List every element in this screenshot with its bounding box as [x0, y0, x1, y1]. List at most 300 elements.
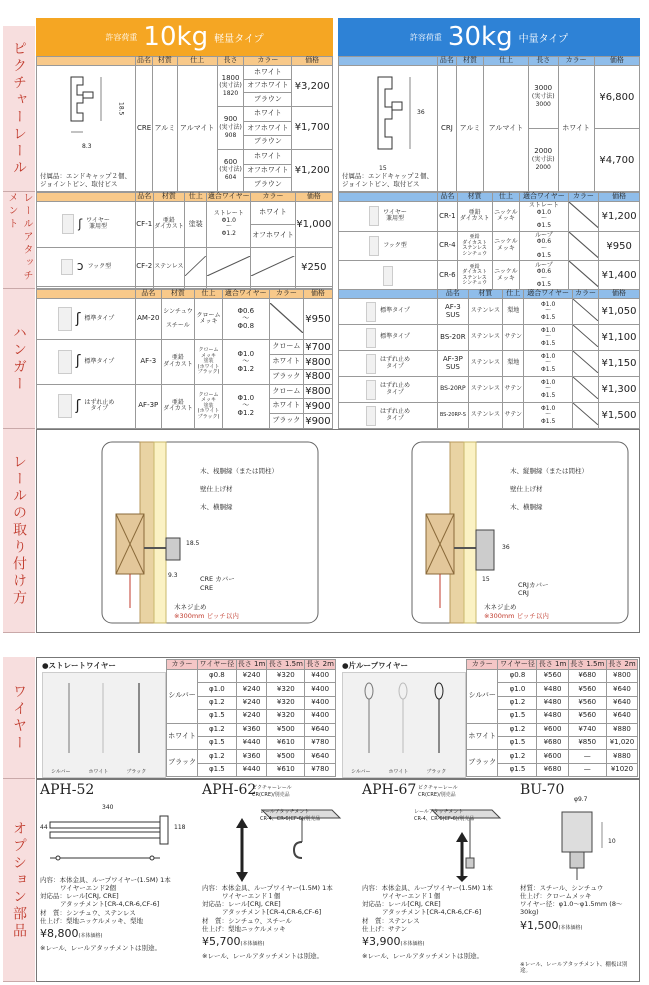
hanger-wire: Φ1.0 〜 Φ1.5	[524, 377, 573, 403]
attach-color-empty	[568, 231, 599, 261]
bu70-drawing	[520, 802, 638, 882]
hanger-material: ステンレス	[468, 377, 502, 403]
option-desc: アタッチメント[CR-4,CR-6,CF-6]	[60, 900, 160, 909]
wire-color: ホワイト	[467, 723, 498, 750]
attach-name: CR-6	[438, 261, 458, 291]
hanger-image	[366, 302, 376, 322]
hanger-label: はずれ止め タイプ	[84, 398, 115, 413]
option-desc: 仕上げ：梨地ニッケルメッキ	[202, 924, 286, 933]
attach-name: CF-1	[136, 202, 154, 248]
table-cell	[339, 377, 438, 403]
rail-light-finish: アルマイト	[177, 66, 217, 192]
table-cell: ¥1020	[606, 763, 637, 776]
rail-color: ホワイト	[244, 149, 292, 164]
attach-wire: ストレート Φ1.0 〜 Φ1.5	[520, 202, 568, 232]
hanger-light-table	[36, 289, 333, 429]
rail-medium-name: CRJ	[438, 66, 457, 192]
wire-img-label: ブラック	[126, 769, 147, 775]
table-header-cell	[339, 57, 438, 66]
table-header-cell: 材質	[456, 57, 483, 66]
hanger-image	[366, 328, 376, 348]
table-cell: φ1.2	[498, 696, 537, 709]
hanger-label: はずれ止め タイプ	[379, 381, 410, 396]
table-header-cell: 長さ 1m	[237, 659, 266, 668]
hook-icon: ɔ	[76, 259, 84, 274]
wire-loop-title: ●片ループワイヤー	[342, 661, 408, 670]
hanger-price: ¥700	[305, 341, 331, 353]
option-price: ¥5,700	[202, 934, 241, 948]
table-header-cell: 仕上	[195, 290, 222, 299]
table-header-cell: 品名	[438, 290, 469, 299]
option-desc: 対応品：レール[CRJ, CRE]	[40, 892, 119, 901]
aph67-label: ピクチャーレール	[418, 785, 458, 791]
cre-rail-profile-icon	[56, 72, 116, 142]
hanger-color: ブラック	[269, 414, 303, 429]
table-header-cell: 適合ワイヤー	[524, 290, 573, 299]
table-cell: φ1.5	[198, 710, 237, 723]
table-header-cell: 材質	[468, 290, 502, 299]
table-cell: ¥480	[537, 683, 568, 696]
table-header-cell: カラー	[244, 57, 292, 66]
mount-light-label: CRE	[200, 584, 214, 592]
table-cell: ¥850	[568, 736, 606, 749]
option-note: ※レール、レールアタッチメントは別途。	[202, 951, 323, 960]
option-note: ※レール、レールアタッチメント、棚板は別途。	[520, 961, 628, 975]
hanger-name: AF-3P SUS	[438, 351, 469, 377]
table-cell	[339, 231, 438, 261]
table-cell: φ1.5	[198, 736, 237, 749]
hanger-finish: 梨地	[503, 351, 524, 377]
am20-image	[58, 307, 72, 331]
attach-material: 亜鉛 ダイカスト	[153, 202, 185, 248]
table-cell: ¥480	[537, 710, 568, 723]
hanger-image	[366, 406, 376, 426]
attach-finish: ニッケル メッキ	[492, 261, 520, 291]
attach-light-table	[36, 192, 333, 289]
option-desc: 仕上げ：梨地ニッケルメッキ、梨地	[40, 916, 143, 925]
rail-length: 2000	[534, 147, 553, 156]
hanger-color-empty	[572, 351, 598, 377]
rail-color: ホワイト	[244, 66, 292, 80]
table-header-cell: 価格	[599, 193, 640, 202]
table-cell: ¥1,020	[606, 736, 637, 749]
option-title: APH-62	[202, 782, 257, 798]
hanger-material: シンチュウ スチール	[161, 299, 195, 340]
table-cell: ¥360	[236, 723, 267, 736]
attach-price: ¥250	[295, 247, 332, 287]
hanger-wire: Φ1.0 〜 Φ1.5	[524, 299, 573, 325]
aph62-label: レールアタッチメント	[260, 809, 310, 815]
hanger-finish: クローム メッキ 塗装 (ホワイト ブラック)	[195, 340, 222, 384]
aph52-dim: 340	[102, 804, 114, 811]
wire-straight-image	[42, 672, 166, 778]
hanger-name: AF-3	[136, 340, 162, 384]
table-cell	[339, 261, 438, 291]
side-label-rail-attachment: レールアタッチメント	[3, 192, 35, 289]
table-header-cell: 仕上	[492, 193, 520, 202]
table-cell: ¥400	[305, 683, 336, 696]
attach-medium-table	[338, 192, 640, 289]
option-aph62	[202, 782, 352, 980]
rail-actual: (実寸法) 1820	[219, 82, 242, 97]
attach-name: CF-2	[136, 247, 154, 287]
table-header-cell	[339, 290, 438, 299]
table-cell	[37, 299, 136, 340]
table-cell: φ1.2	[198, 750, 237, 763]
wire-color: シルバー	[167, 670, 198, 724]
table-cell: ¥800	[606, 670, 637, 683]
table-cell: ¥640	[606, 683, 637, 696]
af3-image	[58, 350, 72, 374]
table-cell	[528, 66, 558, 129]
hanger-price: ¥800	[305, 356, 331, 368]
rail-medium-material: アルミ	[456, 66, 483, 192]
table-header-cell: 価格	[303, 290, 332, 299]
aph67-label: CR-4、CR-6(CF-6)/別売品	[414, 816, 475, 822]
option-note: ※レール、レールアタッチメントは別途。	[40, 943, 161, 952]
mount-medium-label: 木ネジ止め	[484, 603, 517, 611]
table-cell	[528, 129, 558, 192]
bu70-dim: φ9.7	[574, 796, 588, 803]
hanger-price: ¥1,050	[599, 299, 640, 325]
mount-light-label: 木、横胴縁	[200, 503, 233, 511]
table-cell: ¥640	[305, 723, 336, 736]
table-cell	[339, 325, 438, 351]
option-desc: アタッチメント[CR-4,CR-6,CF-6]	[222, 908, 322, 917]
hanger-medium-table	[338, 289, 640, 429]
attach-wire-empty	[207, 247, 251, 287]
side-label-rail-mount: レールの取り付け方	[3, 429, 35, 633]
option-title: APH-67	[362, 782, 417, 798]
table-cell	[217, 66, 244, 107]
option-bu70	[520, 782, 638, 980]
rail-medium-color: ホワイト	[558, 66, 594, 192]
table-cell: ¥780	[305, 763, 336, 776]
option-tax: (本体価格)	[558, 924, 583, 931]
table-cell	[37, 66, 136, 192]
hanger-finish: サテン	[503, 403, 524, 429]
hanger-price: ¥900	[305, 400, 331, 412]
attach-material: 亜鉛 ダイカスト ステンレス シンチュウ	[457, 231, 492, 261]
option-desc: 内容：本体金具、ループワイヤー(1.5M) 1本	[362, 884, 493, 892]
table-header-cell	[37, 290, 136, 299]
hanger-label: はずれ止め タイプ	[379, 355, 410, 370]
wire-color: シルバー	[467, 670, 498, 724]
attach-label: ワイヤー 兼用型	[86, 216, 110, 231]
table-header-cell: 長さ 1.5m	[568, 660, 606, 670]
attach-price: ¥1,200	[599, 202, 640, 232]
hanger-price: ¥1,150	[599, 351, 640, 377]
hanger-label: 標準タイプ	[84, 357, 115, 365]
table-header-cell	[37, 193, 136, 202]
cr4-image	[369, 236, 379, 256]
mount-light-label: CRE カバー	[200, 575, 235, 583]
table-cell: ¥240	[236, 670, 267, 683]
hanger-icon: ʃ	[75, 397, 81, 414]
wire-loop-table	[466, 659, 638, 777]
table-cell: ¥560	[568, 683, 606, 696]
side-label-picture-rail: ピクチャーレール	[3, 26, 35, 192]
hanger-finish: 梨地	[503, 299, 524, 325]
option-title: APH-52	[40, 782, 95, 798]
mount-light-dim: 18.5	[186, 540, 200, 547]
table-header-cell	[37, 57, 136, 66]
hanger-material: ステンレス	[468, 325, 502, 351]
table-cell: ¥600	[537, 750, 568, 763]
hanger-material: 亜鉛 ダイカスト	[161, 384, 195, 428]
hanger-image	[366, 354, 376, 374]
table-cell: —	[568, 750, 606, 763]
header-medium: 許容荷重 30kg 中量タイプ	[338, 18, 640, 56]
attach-material: 亜鉛 ダイカスト ステンレス シンチュウ	[457, 261, 492, 291]
table-cell: ¥680	[568, 670, 606, 683]
cre-dim-h: 18.5	[117, 102, 125, 116]
af3p-image	[58, 394, 72, 418]
hanger-color-empty	[572, 325, 598, 351]
attach-label: ワイヤー 兼用型	[383, 208, 407, 223]
table-header-cell: 品名	[438, 193, 458, 202]
mount-medium-label: 木、横胴縁	[510, 503, 543, 511]
wire-color: ブラック	[167, 750, 198, 777]
table-header-cell: 材質	[161, 290, 195, 299]
option-desc: 材 質：シンチュウ、スチール	[202, 916, 292, 925]
table-header-cell: 材質	[457, 193, 492, 202]
attach-label: フック型	[383, 241, 407, 249]
table-header-cell: 長さ	[217, 57, 244, 66]
hanger-price: ¥1,100	[599, 325, 640, 351]
table-cell: ¥240	[236, 683, 267, 696]
hanger-finish: サテン	[503, 325, 524, 351]
rail-color: ブラウン	[244, 93, 292, 107]
table-cell: ¥480	[537, 696, 568, 709]
rail-actual: (実寸法) 604	[219, 166, 242, 182]
rail-light-table	[36, 56, 333, 192]
table-header-cell: カラー	[568, 193, 599, 202]
hanger-material: ステンレス	[468, 403, 502, 429]
rail-medium-note: 付属品：エンドキャップ２個、ジョイントピン、取付ビス	[342, 171, 433, 188]
wire-loop-image	[342, 672, 466, 778]
rail-actual: (実寸法) 908	[219, 124, 242, 139]
aph67-label: CR(CRE)/別売品	[418, 792, 456, 798]
rail-light-name: CRE	[136, 66, 153, 192]
table-cell: ¥400	[305, 696, 336, 709]
option-price: ¥1,500	[520, 918, 559, 932]
table-cell: φ1.5	[498, 710, 537, 723]
attach-color-empty	[568, 202, 599, 232]
aph52-dim: 118	[174, 824, 186, 831]
table-header-cell: カラー	[269, 290, 303, 299]
attach-color: ホワイト	[251, 202, 295, 225]
hanger-wire: Φ1.0 〜 Φ1.5	[524, 351, 573, 377]
table-cell: ¥440	[236, 763, 267, 776]
rail-color: ブラウン	[244, 178, 292, 192]
table-cell: φ1.5	[198, 763, 237, 776]
table-cell: φ1.2	[498, 750, 537, 763]
attach-finish-empty	[185, 247, 207, 287]
table-cell	[339, 66, 438, 192]
hanger-wire: Φ1.0 〜 Φ1.2	[222, 384, 269, 428]
hanger-material: ステンレス	[468, 351, 502, 377]
table-header-cell: 品名	[136, 290, 162, 299]
table-cell: φ1.2	[198, 723, 237, 736]
hanger-color-empty	[572, 299, 598, 325]
rail-light-note: 付属品：エンドキャップ２個、ジョイントピン、取付ビス	[40, 171, 131, 188]
table-cell	[37, 247, 136, 287]
attach-finish: ニッケル メッキ	[492, 231, 520, 261]
table-cell: ¥680	[537, 763, 568, 776]
table-cell: ¥640	[305, 750, 336, 763]
wire-color: ホワイト	[167, 723, 198, 750]
table-cell	[37, 384, 136, 428]
attach-name: CR-1	[438, 202, 458, 232]
option-note: ※レール、レールアタッチメントは別途。	[362, 951, 483, 960]
hanger-icon: ʃ	[75, 353, 81, 370]
table-header-cell: 長さ 1m	[538, 659, 567, 668]
table-cell: ¥320	[267, 670, 305, 683]
mount-light-label: 木、桟胴縁（または間柱）	[200, 467, 278, 475]
attach-price: ¥1,400	[599, 261, 640, 291]
table-header-cell: 材質	[153, 193, 185, 202]
hanger-material: 亜鉛 ダイカスト	[161, 340, 195, 384]
cf2-image	[61, 259, 73, 275]
table-cell	[217, 107, 244, 149]
hanger-price: ¥1,500	[599, 403, 640, 429]
hanger-color-empty	[572, 403, 598, 429]
table-cell: φ0.8	[498, 670, 537, 683]
table-header-cell: 長さ 2m	[306, 659, 334, 668]
table-cell: φ1.0	[198, 683, 237, 696]
aph52-dim: 44	[40, 824, 48, 831]
aph67-label: レールアタッチメント	[414, 809, 464, 815]
table-cell: ¥600	[537, 723, 568, 736]
table-header-cell: 価格	[292, 57, 333, 66]
rail-actual: (実寸法) 3000	[531, 93, 555, 108]
attach-wire: ループ Φ0.6 〜 Φ1.5	[520, 261, 568, 291]
table-cell: ¥780	[305, 736, 336, 749]
table-cell: ¥320	[267, 710, 305, 723]
wire-img-label: ホワイト	[388, 769, 409, 775]
mount-light-diagram	[100, 440, 320, 625]
table-header-cell: 適合ワイヤー	[207, 192, 250, 201]
attach-material: 亜鉛 ダイカスト	[457, 202, 492, 232]
table-header-cell: 適合ワイヤー	[222, 290, 269, 299]
rail-color: オフホワイト	[244, 164, 292, 178]
hanger-price: ¥1,300	[599, 377, 640, 403]
hanger-price: ¥800	[305, 371, 331, 383]
hanger-color: ホワイト	[269, 399, 303, 414]
attach-color-empty	[568, 261, 599, 291]
table-header-cell: 材質	[153, 57, 177, 66]
hanger-wire: Φ1.0 〜 Φ1.5	[524, 325, 573, 351]
attach-material: ステンレス	[153, 247, 185, 287]
wire-color: ブラック	[467, 750, 498, 777]
attach-color-empty	[251, 247, 295, 287]
table-header-cell: 仕上	[503, 290, 524, 299]
table-header-cell: カラー	[251, 193, 295, 202]
rail-color: オフホワイト	[244, 79, 292, 93]
table-header-cell: 仕上	[177, 57, 217, 66]
option-desc: 内容：本体金具、ループワイヤー(1.5M) 1本	[40, 876, 171, 884]
option-desc: 材質：スチール、シンチュウ	[520, 884, 604, 892]
hanger-label: はずれ止め タイプ	[379, 407, 410, 422]
table-header-cell: 価格	[599, 290, 640, 299]
table-cell	[339, 299, 438, 325]
attach-finish: 塗装	[185, 202, 207, 248]
attach-name: CR-4	[438, 231, 458, 261]
side-label-hanger: ハンガー	[3, 289, 35, 429]
mount-medium-label: 壁仕上げ材	[510, 485, 543, 493]
hanger-finish: クローム メッキ 塗装 (ホワイト ブラック)	[195, 384, 222, 428]
cr6-image	[383, 266, 393, 286]
table-cell: ¥880	[606, 750, 637, 763]
table-header-cell: 適合ワイヤー	[520, 193, 568, 202]
mount-light-label: 木ネジ止め	[174, 603, 207, 611]
table-header-cell: 仕上	[484, 57, 529, 66]
option-tax: (本体価格)	[400, 940, 425, 947]
hanger-price: ¥950	[303, 299, 332, 340]
hanger-finish: クローム メッキ	[195, 299, 222, 340]
option-price: ¥3,900	[362, 934, 401, 948]
table-cell: φ0.8	[198, 670, 237, 683]
mount-light-dim: 9.3	[168, 572, 178, 579]
rail-price: ¥4,700	[594, 129, 639, 192]
rail-length: 1800	[221, 73, 240, 82]
hanger-price: ¥900	[305, 415, 331, 427]
rail-price: ¥6,800	[594, 66, 639, 129]
wire-straight-title: ●ストレートワイヤー	[42, 661, 116, 670]
hanger-wire: Φ1.0 〜 Φ1.5	[524, 403, 573, 429]
table-cell: φ1.5	[498, 736, 537, 749]
table-cell: —	[568, 763, 606, 776]
table-cell	[339, 202, 438, 232]
hanger-material: ステンレス	[468, 299, 502, 325]
option-desc: 対応品：レール[CRJ, CRE]	[362, 900, 441, 909]
wire-img-label: シルバー	[351, 769, 371, 775]
table-cell	[339, 351, 438, 377]
table-cell: ¥610	[267, 736, 305, 749]
table-cell	[339, 403, 438, 429]
option-desc: ワイヤー径：φ1.0〜φ1.5mm (8〜30kg)	[520, 900, 623, 917]
crj-dim-w: 15	[379, 165, 387, 172]
attach-finish: ニッケル メッキ	[492, 202, 520, 232]
rail-price: ¥1,700	[292, 107, 333, 149]
mount-medium-diagram	[410, 440, 630, 625]
table-cell: ¥740	[568, 723, 606, 736]
rail-medium-table	[338, 56, 640, 192]
hanger-name: BS-20R	[438, 325, 469, 351]
hanger-wire: Φ0.6 〜 Φ0.8	[222, 299, 269, 340]
table-cell: ¥560	[537, 670, 568, 683]
hanger-color: クローム	[269, 340, 303, 355]
hanger-label: 標準タイプ	[380, 333, 410, 341]
side-label-wire: ワイヤー	[3, 657, 35, 779]
bu70-dim: 10	[608, 838, 616, 845]
table-cell: ¥640	[606, 710, 637, 723]
option-title: BU-70	[520, 782, 565, 798]
aph52-drawing	[40, 798, 190, 870]
hanger-name: AF-3P	[136, 384, 162, 428]
mount-medium-pitch: ※300mm ピッチ以内	[484, 612, 549, 620]
table-header-cell: 品名	[137, 192, 152, 201]
hanger-color: ブラック	[269, 369, 303, 384]
rail-actual: (実寸法) 2000	[531, 156, 555, 171]
rail-price: ¥3,200	[292, 66, 333, 107]
table-header-cell: 長さ	[528, 57, 558, 66]
option-desc: アタッチメント[CR-4,CR-6,CF-6]	[382, 908, 482, 917]
table-cell: ¥320	[267, 683, 305, 696]
cr1-image	[369, 206, 379, 226]
option-desc: ワイヤーエンド2個	[60, 884, 116, 893]
